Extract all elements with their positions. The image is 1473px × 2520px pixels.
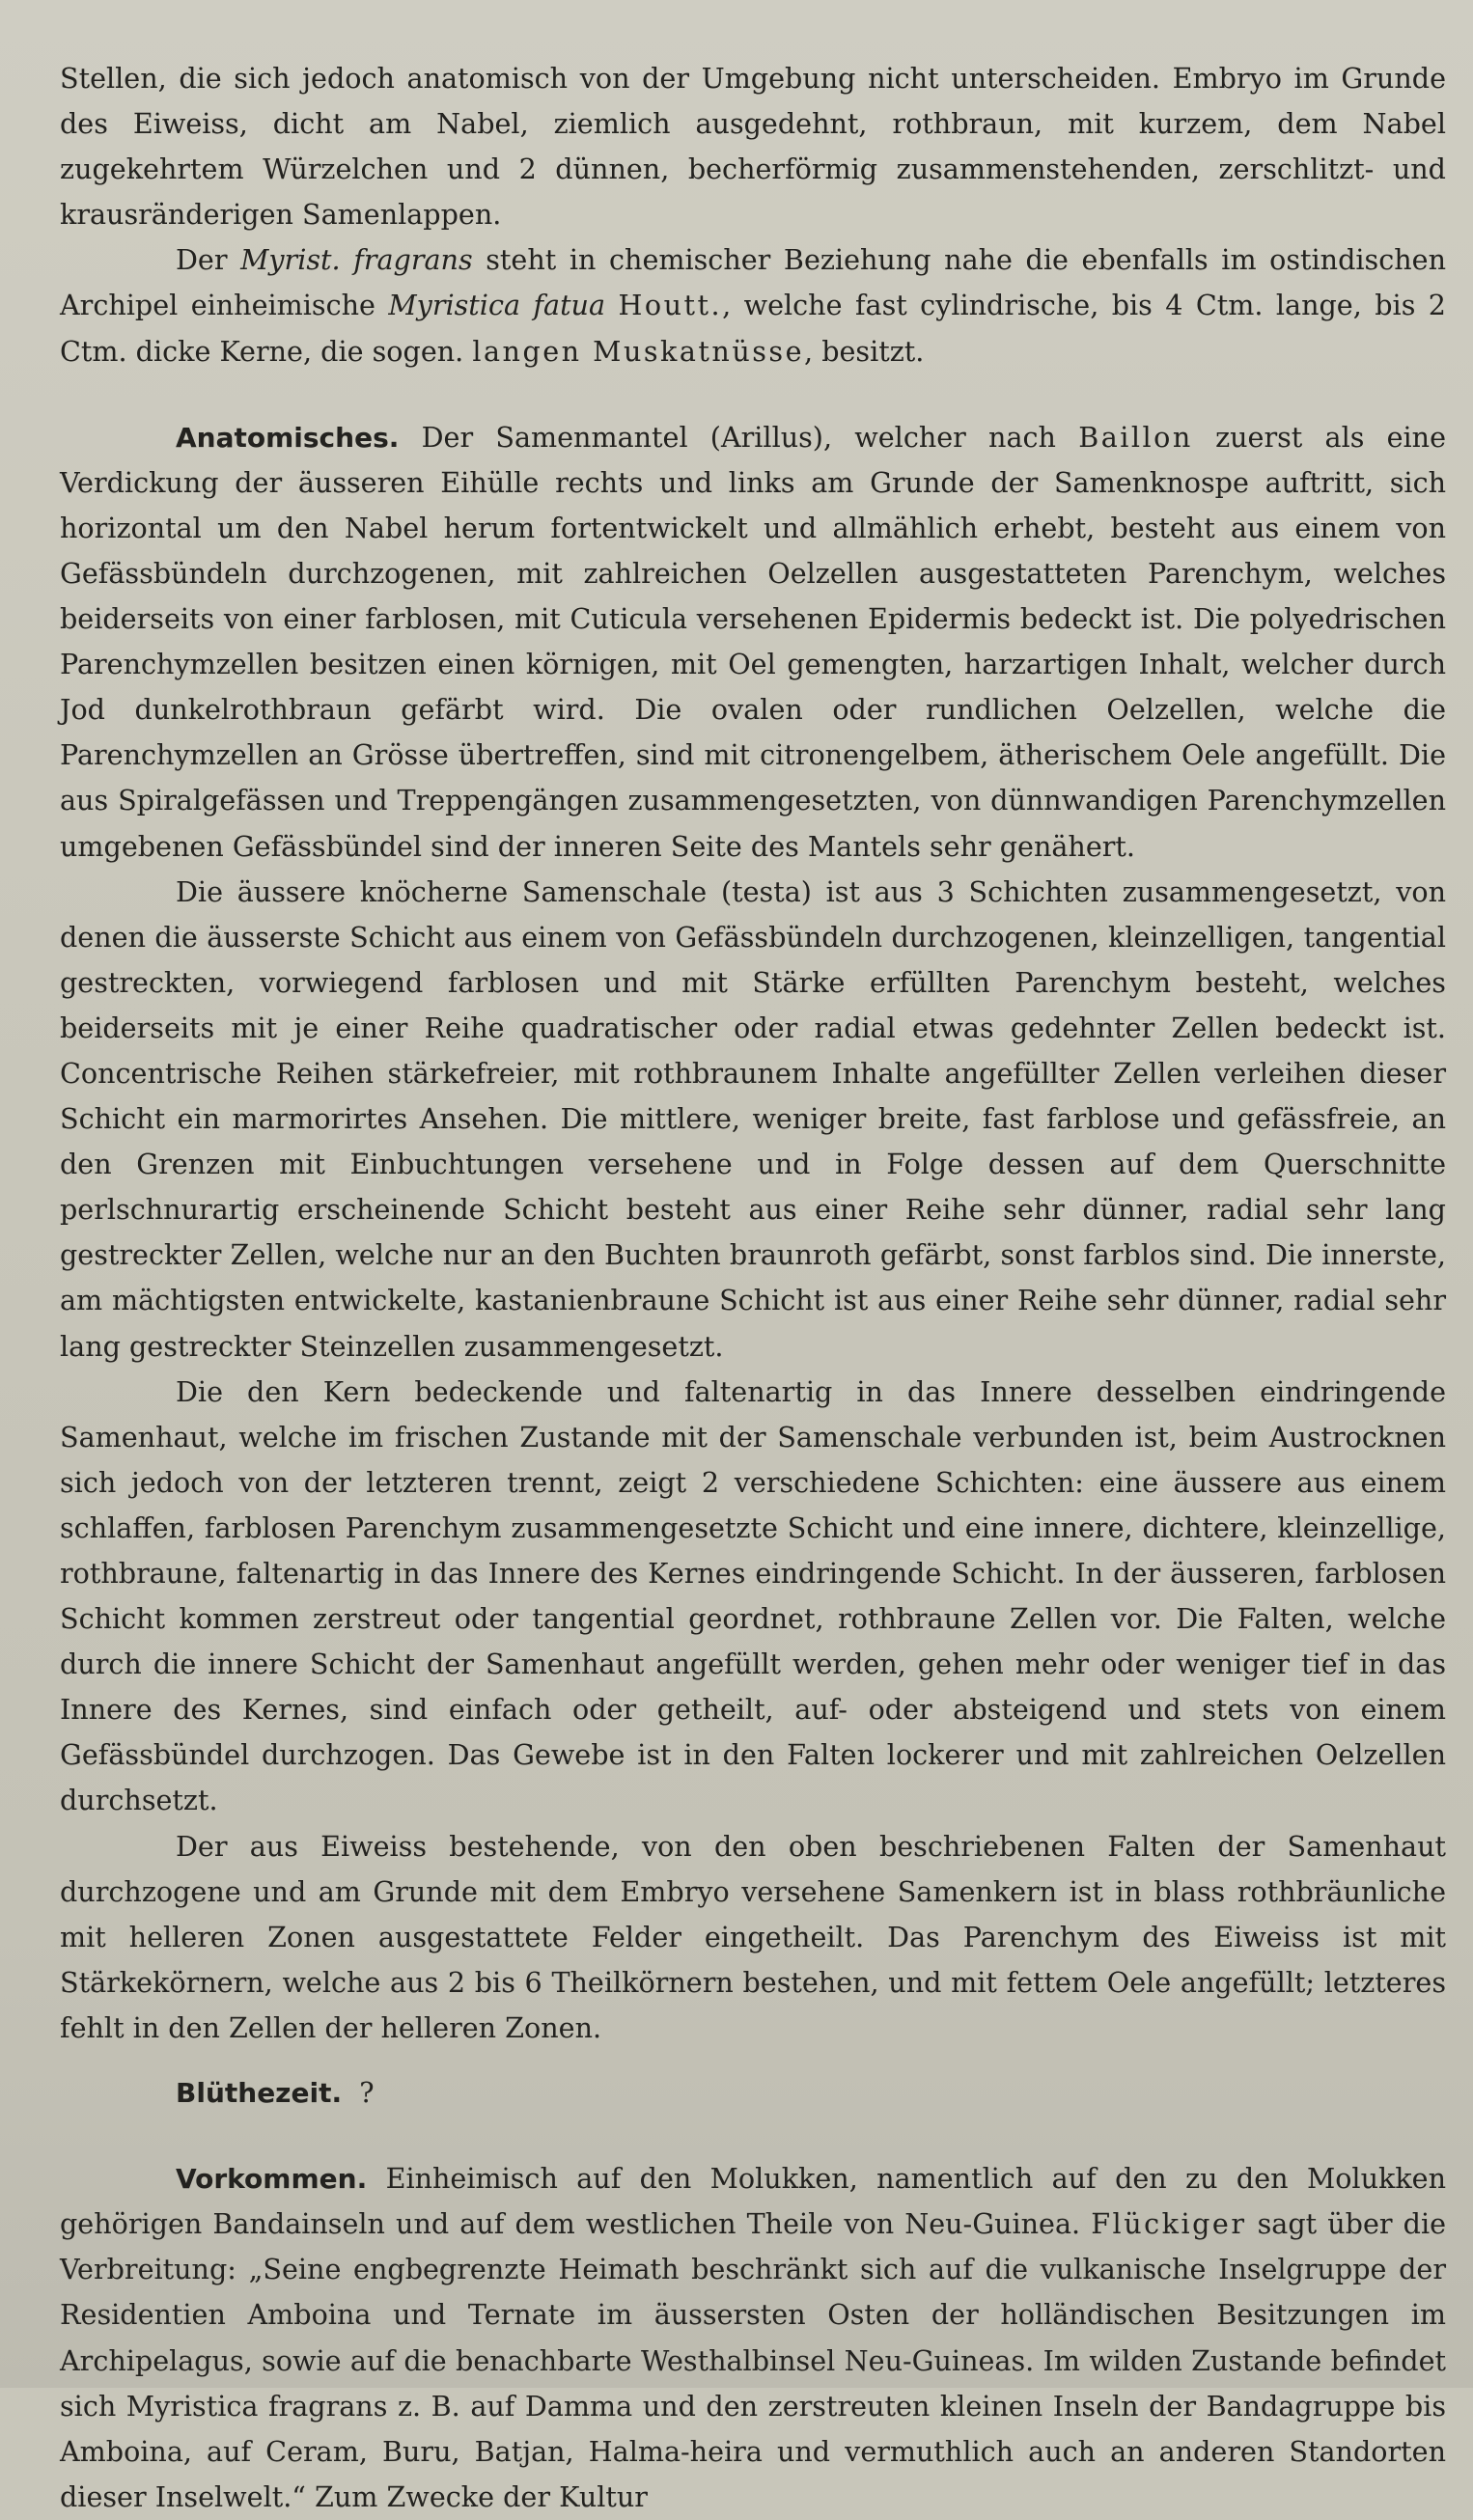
spaced-term: langen Muskatnüsse xyxy=(472,334,805,368)
paragraph-anatomie-samenkern xyxy=(60,1824,1446,2051)
section-heading-bluethezeit: Blüthezeit. xyxy=(176,2077,343,2110)
paragraph-vorkommen xyxy=(60,2156,1446,2520)
paragraph-bluethezeit xyxy=(60,2070,1446,2116)
paragraph-anatomie-arillus xyxy=(60,415,1446,870)
text-run: Der Samenmantel (Arillus), welcher nach xyxy=(421,420,1056,454)
author-name: Baillon xyxy=(1078,420,1193,454)
paragraph-embryo xyxy=(60,56,1446,237)
text-run: zuerst als eine Verdickung der äusseren Eihülle rechts und links am Grunde der Samenknospe auftritt, sich horizontal um den Nabel herum fortentwickelt und allmählich erhebt, besteht aus einem von Gefässbündeln durchzogenen, mit zahlreichen Oelzellen ausgestatteten Parenchym, welches beiderseits von einer farblosen, mit Cuticula versehenen Epidermis bedeckt ist. Die polyedrischen Parenchymzellen besitzen einen körnigen, mit Oel gemengten, harzartigen Inhalt, welcher durch Jod dunkelrothbraun gefärbt wird. Die ovalen oder rundlichen Oelzellen, welche die Parenchymzellen an Grösse übertreffen, sind mit citronengelbem, ätherischem Oele angefüllt. Die aus Spiralgefässen und Treppengängen zusammengesetzten, von dünnwandigen Parenchymzellen umgebenen Gefässbündel sind der inneren Seite des Mantels sehr genähert. xyxy=(60,420,1447,863)
paragraph-text: Der aus Eiweiss bestehende, von den oben beschriebenen Falten der Samenhaut durchzogene und am Grunde mit dem Embryo versehene Samenkern ist in blass rothbräunliche mit helleren Zonen ausgestattete Felder eingetheilt. Das Parenchym des Eiweiss ist mit Stärkekörnern, welche aus 2 bis 6 Theilkörnern bestehen, und mit fettem Oele angefüllt; letzteres fehlt in den Zellen der helleren Zonen. xyxy=(60,1829,1446,2044)
text-run: , welche fast cylindrische, bis 4 Ctm. lange, bis 2 Ctm. dicke Kerne, die sogen. xyxy=(60,289,1447,368)
text-run: sagt über die Verbreitung: „Seine engbegrenzte Heimath beschränkt sich auf die vulkanische Inselgruppe der Residentien Amboina und Ternate im äussersten Osten der holländischen Besitzungen im Archipelagus, sowie auf die benachbarte Westhalbinsel Neu-Guineas. Im wilden Zustande befindet sich Myristica fragrans z. B. auf Damma und den zerstreuten kleinen Inseln der Bandagruppe bis Amboina, auf Ceram, Buru, Batjan, Halma-heira und vermuthlich auch an anderen Standorten dieser Inselwelt.“ Zum Zwecke der Kultur xyxy=(60,2207,1447,2513)
paragraph-myristica-fatua xyxy=(60,237,1446,374)
paragraph-anatomie-testa xyxy=(60,870,1446,1370)
species-name: Myrist. fragrans xyxy=(240,243,473,277)
section-heading-vorkommen: Vorkommen. xyxy=(176,2163,368,2196)
text-run: Einheimisch auf den Molukken, namentlich auf den zu den Molukken gehörigen Bandainseln und auf dem westlichen Theile von Neu-Guinea. xyxy=(60,2162,1446,2241)
section-heading-anatomisches: Anatomisches. xyxy=(176,421,400,454)
text-run: steht in chemischer Beziehung nahe die ebenfalls im ostindischen Archipel einheimische xyxy=(60,243,1446,322)
paragraph-text: ? xyxy=(359,2076,375,2110)
text-run: Der xyxy=(176,243,228,277)
paragraph-text: Stellen, die sich jedoch anatomisch von der Umgebung nicht unterscheiden. Embryo im Grunde des Eiweiss, dicht am Nabel, ziemlich ausgedehnt, rothbraun, mit kurzem, dem Nabel zugekehrtem Würzelchen und 2 dünnen, becherförmig zusammenstehenden, zerschlitzt- und krausränderigen Samenlappen. xyxy=(60,62,1446,232)
paragraph-anatomie-samenhaut xyxy=(60,1370,1446,1824)
species-name: Myristica fatua xyxy=(388,289,606,322)
paragraph-text: Die den Kern bedeckende und faltenartig in das Innere desselben eindringende Samenhaut, welche im frischen Zustande mit der Samenschale verbunden ist, beim Austrocknen sich jedoch von der letzteren trennt, zeigt 2 verschiedene Schichten: eine äussere aus einem schlaffen, farblosen Parenchym zusammengesetzte Schicht und eine innere, dichtere, kleinzellige, rothbraune, faltenartig in das Innere des Kernes eindringende Schicht. In der äusseren, farblosen Schicht kommen zerstreut oder tangential geordnet, rothbraune Zellen vor. Die Falten, welche durch die innere Schicht der Samenhaut angefüllt werden, gehen mehr oder weniger tief in das Innere des Kernes, sind einfach oder getheilt, auf- oder absteigend und stets von einem Gefässbündel durchzogen. Das Gewebe ist in den Falten lockerer und mit zahlreichen Oelzellen durchsetzt. xyxy=(60,1374,1446,1817)
text-run: , besitzt. xyxy=(804,334,925,368)
author-name: Flückiger xyxy=(1091,2207,1247,2241)
author-name: Houtt. xyxy=(618,289,723,322)
paragraph-text: Die äussere knöcherne Samenschale (testa) ist aus 3 Schichten zusammengesetzt, von denen die äusserste Schicht aus einem von Gefässbündeln durchzogenen, kleinzelligen, tangential gestreckten, vorwiegend farblosen und mit Stärke erfüllten Parenchym besteht, welches beiderseits mit je einer Reihe quadratischer oder radial etwas gedehnter Zellen bedeckt ist. Concentrische Reihen stärkefreier, mit rothbraunem Inhalte angefüllter Zellen verleihen dieser Schicht ein marmorirtes Ansehen. Die mittlere, weniger breite, fast farblose und gefässfreie, an den Grenzen mit Einbuchtungen versehene und in Folge dessen auf dem Querschnitte perlschnurartig erscheinende Schicht besteht aus einer Reihe sehr dünner, radial sehr lang gestreckter Zellen, welche nur an den Buchten braunroth gefärbt, sonst farblos sind. Die innerste, am mächtigsten entwickelte, kastanienbraune Schicht ist aus einer Reihe sehr dünner, radial sehr lang gestreckter Steinzellen zusammengesetzt. xyxy=(60,874,1446,1363)
